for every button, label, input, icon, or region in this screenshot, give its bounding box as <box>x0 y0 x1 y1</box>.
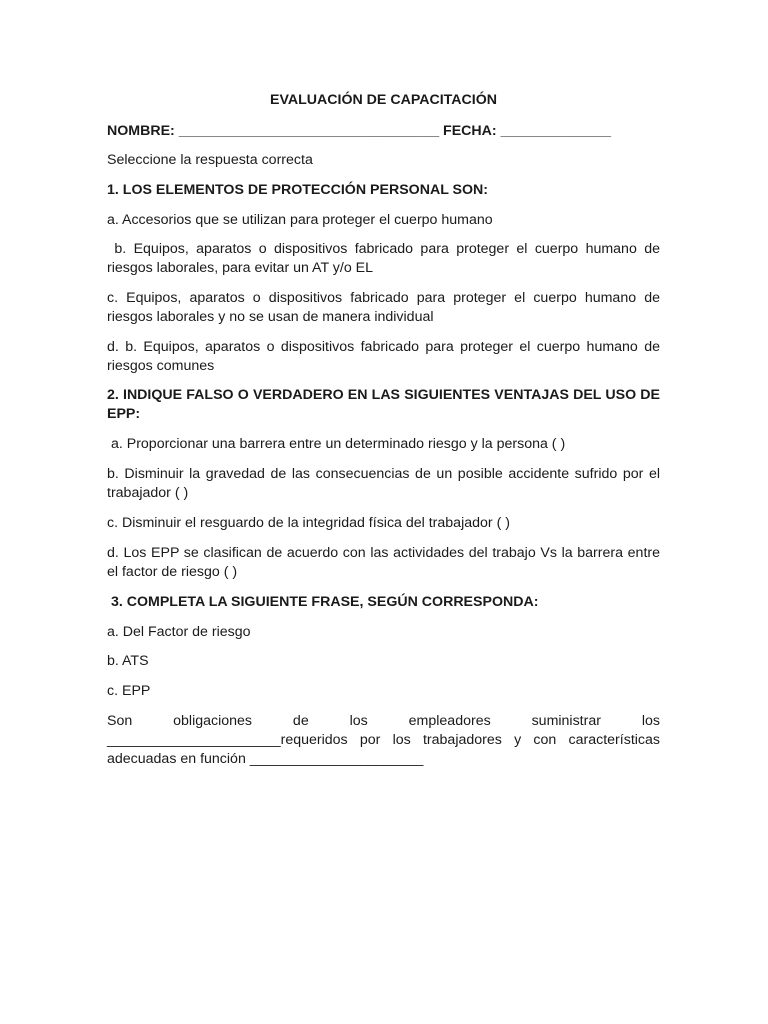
question-2-option-d: d. Los EPP se clasifican de acuerdo con las actividades del trabajo Vs la barrera entre el factor de riesgo ( ) <box>107 545 660 580</box>
question-3-title: 3. COMPLETA LA SIGUIENTE FRASE, SEGÚN CORRESPONDA: <box>107 594 539 610</box>
question-2-title: 2. INDIQUE FALSO O VERDADERO EN LAS SIGUIENTES VENTAJAS DEL USO DE EPP: <box>107 387 660 422</box>
question-3-option-b: b. ATS <box>107 653 149 669</box>
document-title: EVALUACIÓN DE CAPACITACIÓN <box>270 92 497 108</box>
question-1-title: 1. LOS ELEMENTOS DE PROTECCIÓN PERSONAL SON: <box>107 182 489 198</box>
question-1-option-b: b. Equipos, aparatos o dispositivos fabricado para proteger el cuerpo humano de riesgos laborales, para evitar un AT y/o EL <box>107 241 664 276</box>
fill-in-sentence-line-3: adecuadas en función ______________________ <box>107 751 424 767</box>
fill-in-sentence-line-1: Son obligaciones de los empleadores suministrar los <box>107 713 660 729</box>
question-3-option-a: a. Del Factor de riesgo <box>107 624 251 640</box>
question-2-option-c: c. Disminuir el resguardo de la integridad física del trabajador ( ) <box>107 515 510 531</box>
fill-in-sentence-line-2: ______________________requeridos por los trabajadores y con características <box>107 732 660 748</box>
question-1-option-d: d. b. Equipos, aparatos o dispositivos fabricado para proteger el cuerpo humano de riesgos comunes <box>107 339 660 374</box>
question-2-option-a: a. Proporcionar una barrera entre un determinado riesgo y la persona ( ) <box>107 436 566 452</box>
instruction-text: Seleccione la respuesta correcta <box>107 152 313 168</box>
question-2-option-b: b. Disminuir la gravedad de las consecuencias de un posible accidente sufrido por el trabajador ( ) <box>107 466 660 501</box>
question-1-option-c: c. Equipos, aparatos o dispositivos fabricado para proteger el cuerpo humano de riesgos laborales y no se usan de manera individual <box>107 290 660 325</box>
question-1-option-a: a. Accesorios que se utilizan para proteger el cuerpo humano <box>107 212 493 228</box>
name-date-line: NOMBRE: _________________________________ FECHA: ______________ <box>107 123 612 139</box>
question-3-option-c: c. EPP <box>107 683 151 699</box>
